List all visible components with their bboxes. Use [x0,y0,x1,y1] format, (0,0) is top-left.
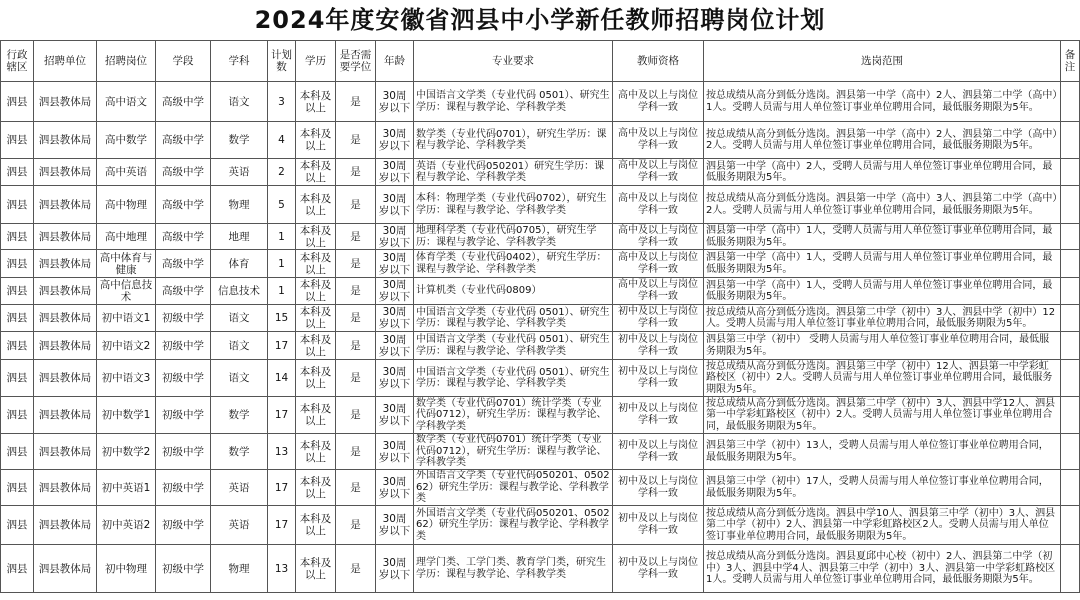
region-cell: 泗县 [1,122,34,159]
post-cell: 初中英语1 [97,470,156,506]
region-cell: 泗县 [1,434,34,470]
stage-cell: 高级中学 [156,250,211,278]
unit-cell: 泗县教体局 [34,360,97,397]
age-cell: 30周岁以下 [376,82,414,122]
unit-cell: 泗县教体局 [34,250,97,278]
unit-cell: 泗县教体局 [34,122,97,159]
post-cell: 高中信息技术 [97,278,156,305]
count-cell: 4 [268,122,296,159]
note-cell [1061,186,1080,224]
table-row [1,434,1080,470]
note-cell [1061,506,1080,545]
major-cell: 理学门类、工学门类、教育学门类，研究生学历：课程与教学论、学科教学类 [414,545,613,593]
note-cell [1061,278,1080,305]
subject-cell: 语文 [211,305,268,332]
region-cell: 泗县 [1,545,34,593]
stage-cell: 初级中学 [156,332,211,360]
count-cell: 14 [268,360,296,397]
scope-cell: 按总成绩从高分到低分选岗。泗县第一中学（高中）3人、泗县第二中学（高中）2人。受聘人员需与用人单位签订事业单位聘用合同，最低服务期限为5年。 [704,186,1061,224]
scope-cell: 按总成绩从高分到低分选岗。泗县夏邱中心校（初中）2人、泗县第二中学（初中）3人、泗县中学4人、泗县第三中学（初中）3人、泗县第一中学彩虹路校区1人。受聘人员需与用人单位签订事业单位聘用合同，最低服务期限为5年。 [704,545,1061,593]
header-cell: 备注 [1061,41,1080,82]
subject-cell: 物理 [211,186,268,224]
unit-cell: 泗县教体局 [34,82,97,122]
age-cell: 30周岁以下 [376,545,414,593]
post-cell: 初中语文3 [97,360,156,397]
table-row [1,159,1080,186]
degree-cell: 是 [336,82,376,122]
education-cell: 本科及以上 [296,332,336,360]
table-row [1,506,1080,545]
education-cell: 本科及以上 [296,122,336,159]
age-cell: 30周岁以下 [376,360,414,397]
note-cell [1061,332,1080,360]
header-cell: 行政辖区 [1,41,34,82]
count-cell: 1 [268,278,296,305]
note-cell [1061,360,1080,397]
education-cell: 本科及以上 [296,397,336,434]
degree-cell: 是 [336,305,376,332]
scope-cell: 按总成绩从高分到低分选岗。泗县第一中学（高中）2人、泗县第二中学（高中）2人。受聘人员需与用人单位签订事业单位聘用合同，最低服务期限为5年。 [704,122,1061,159]
qualification-cell: 高中及以上与岗位学科一致 [613,250,704,278]
subject-cell: 体育 [211,250,268,278]
post-cell: 高中物理 [97,186,156,224]
note-cell [1061,82,1080,122]
header-cell: 学段 [156,41,211,82]
major-cell: 外国语言文学类（专业代码050201、050262）研究生学历：课程与教学论、学科教学类 [414,506,613,545]
education-cell: 本科及以上 [296,305,336,332]
scope-cell: 按总成绩从高分到低分选岗。泗县第二中学（初中）3人、泗县中学12人、泗县第一中学彩虹路校区（初中）2人。受聘人员需与用人单位签订事业单位聘用合同，最低服务期限为5年。 [704,397,1061,434]
degree-cell: 是 [336,397,376,434]
header-cell: 年龄 [376,41,414,82]
unit-cell: 泗县教体局 [34,470,97,506]
unit-cell: 泗县教体局 [34,434,97,470]
age-cell: 30周岁以下 [376,434,414,470]
qualification-cell: 初中及以上与岗位学科一致 [613,305,704,332]
count-cell: 17 [268,506,296,545]
major-cell: 数学类（专业代码0701）统计学类（专业代码0712），研究生学历：课程与教学论、学科教学类 [414,397,613,434]
header-cell: 招聘岗位 [97,41,156,82]
age-cell: 30周岁以下 [376,305,414,332]
note-cell [1061,397,1080,434]
count-cell: 17 [268,470,296,506]
post-cell: 初中英语2 [97,506,156,545]
post-cell: 高中地理 [97,224,156,250]
degree-cell: 是 [336,159,376,186]
major-cell: 体育学类（专业代码0402），研究生学历：课程与教学论、学科教学类 [414,250,613,278]
subject-cell: 语文 [211,332,268,360]
scope-cell: 按总成绩从高分到低分选岗。泗县第二中学（初中）3人、泗县中学（初中）12人。受聘人员需与用人单位签订事业单位聘用合同，最低服务期限为5年。 [704,305,1061,332]
stage-cell: 初级中学 [156,434,211,470]
region-cell: 泗县 [1,186,34,224]
unit-cell: 泗县教体局 [34,397,97,434]
degree-cell: 是 [336,332,376,360]
count-cell: 13 [268,545,296,593]
age-cell: 30周岁以下 [376,332,414,360]
education-cell: 本科及以上 [296,224,336,250]
table-row [1,360,1080,397]
header-cell: 专业要求 [414,41,613,82]
degree-cell: 是 [336,186,376,224]
scope-cell: 泗县第一中学（高中）1人，受聘人员需与用人单位签订事业单位聘用合同，最低服务期限为5年。 [704,250,1061,278]
age-cell: 30周岁以下 [376,224,414,250]
scope-cell: 泗县第三中学（初中） 受聘人员需与用人单位签订事业单位聘用合同，最低服务期限为5年。 [704,332,1061,360]
major-cell: 地理科学类（专业代码0705），研究生学历：课程与教学论、学科教学类 [414,224,613,250]
table-row [1,82,1080,122]
count-cell: 17 [268,332,296,360]
unit-cell: 泗县教体局 [34,186,97,224]
qualification-cell: 初中及以上与岗位学科一致 [613,332,704,360]
stage-cell: 高级中学 [156,159,211,186]
degree-cell: 是 [336,122,376,159]
post-cell: 初中物理 [97,545,156,593]
table-body [1,82,1080,593]
note-cell [1061,159,1080,186]
age-cell: 30周岁以下 [376,470,414,506]
qualification-cell: 高中及以上与岗位学科一致 [613,122,704,159]
stage-cell: 高级中学 [156,122,211,159]
qualification-cell: 高中及以上与岗位学科一致 [613,159,704,186]
region-cell: 泗县 [1,305,34,332]
degree-cell: 是 [336,360,376,397]
region-cell: 泗县 [1,82,34,122]
post-cell: 初中语文2 [97,332,156,360]
age-cell: 30周岁以下 [376,397,414,434]
table-row [1,470,1080,506]
major-cell: 计算机类（专业代码0809） [414,278,613,305]
region-cell: 泗县 [1,332,34,360]
qualification-cell: 初中及以上与岗位学科一致 [613,434,704,470]
count-cell: 3 [268,82,296,122]
degree-cell: 是 [336,250,376,278]
table-row [1,250,1080,278]
header-row [1,41,1080,82]
stage-cell: 初级中学 [156,305,211,332]
subject-cell: 英语 [211,506,268,545]
recruitment-table [0,40,1080,593]
header-cell: 学历 [296,41,336,82]
scope-cell: 泗县第三中学（初中）13人，受聘人员需与用人单位签订事业单位聘用合同，最低服务期限为5年。 [704,434,1061,470]
count-cell: 2 [268,159,296,186]
table-row [1,305,1080,332]
degree-cell: 是 [336,470,376,506]
education-cell: 本科及以上 [296,434,336,470]
post-cell: 高中体育与健康 [97,250,156,278]
major-cell: 数学类（专业代码0701），研究生学历：课程与教学论、学科教学类 [414,122,613,159]
age-cell: 30周岁以下 [376,506,414,545]
subject-cell: 数学 [211,397,268,434]
scope-cell: 泗县第一中学（高中）2人，受聘人员需与用人单位签订事业单位聘用合同，最低服务期限为5年。 [704,159,1061,186]
region-cell: 泗县 [1,278,34,305]
subject-cell: 语文 [211,82,268,122]
table-row [1,122,1080,159]
unit-cell: 泗县教体局 [34,159,97,186]
note-cell [1061,545,1080,593]
post-cell: 高中英语 [97,159,156,186]
major-cell: 数学类（专业代码0701）统计学类（专业代码0712），研究生学历：课程与教学论、学科教学类 [414,434,613,470]
post-cell: 初中数学1 [97,397,156,434]
qualification-cell: 高中及以上与岗位学科一致 [613,186,704,224]
note-cell [1061,305,1080,332]
unit-cell: 泗县教体局 [34,278,97,305]
header-cell: 选岗范围 [704,41,1061,82]
post-cell: 高中数学 [97,122,156,159]
qualification-cell: 高中及以上与岗位学科一致 [613,278,704,305]
unit-cell: 泗县教体局 [34,224,97,250]
major-cell: 中国语言文学类（专业代码 0501）、研究生学历：课程与教学论、学科教学类 [414,82,613,122]
stage-cell: 高级中学 [156,186,211,224]
scope-cell: 泗县第一中学（高中）1人，受聘人员需与用人单位签订事业单位聘用合同，最低服务期限为5年。 [704,278,1061,305]
age-cell: 30周岁以下 [376,250,414,278]
header-cell: 招聘单位 [34,41,97,82]
major-cell: 英语（专业代码050201）研究生学历：课程与教学论、学科教学类 [414,159,613,186]
education-cell: 本科及以上 [296,186,336,224]
post-cell: 初中数学2 [97,434,156,470]
qualification-cell: 初中及以上与岗位学科一致 [613,470,704,506]
count-cell: 1 [268,250,296,278]
qualification-cell: 初中及以上与岗位学科一致 [613,506,704,545]
education-cell: 本科及以上 [296,82,336,122]
subject-cell: 地理 [211,224,268,250]
qualification-cell: 初中及以上与岗位学科一致 [613,545,704,593]
scope-cell: 按总成绩从高分到低分选岗。泗县第一中学（高中）2人、泗县第二中学（高中）1人。受聘人员需与用人单位签订事业单位聘用合同，最低服务期限为5年。 [704,82,1061,122]
stage-cell: 高级中学 [156,224,211,250]
region-cell: 泗县 [1,470,34,506]
subject-cell: 信息技术 [211,278,268,305]
stage-cell: 高级中学 [156,82,211,122]
note-cell [1061,224,1080,250]
education-cell: 本科及以上 [296,278,336,305]
post-cell: 高中语文 [97,82,156,122]
stage-cell: 初级中学 [156,397,211,434]
stage-cell: 高级中学 [156,278,211,305]
age-cell: 30周岁以下 [376,186,414,224]
header-cell: 教师资格 [613,41,704,82]
major-cell: 中国语言文学类（专业代码 0501）、研究生学历：课程与教学论、学科教学类 [414,305,613,332]
stage-cell: 初级中学 [156,545,211,593]
region-cell: 泗县 [1,360,34,397]
qualification-cell: 初中及以上与岗位学科一致 [613,360,704,397]
unit-cell: 泗县教体局 [34,305,97,332]
education-cell: 本科及以上 [296,545,336,593]
region-cell: 泗县 [1,224,34,250]
header-cell: 计划数 [268,41,296,82]
count-cell: 1 [268,224,296,250]
qualification-cell: 高中及以上与岗位学科一致 [613,224,704,250]
count-cell: 13 [268,434,296,470]
subject-cell: 数学 [211,122,268,159]
page-title: 2024年度安徽省泗县中小学新任教师招聘岗位计划 [254,6,826,34]
header-cell: 学科 [211,41,268,82]
note-cell [1061,250,1080,278]
count-cell: 17 [268,397,296,434]
post-cell: 初中语文1 [97,305,156,332]
note-cell [1061,470,1080,506]
degree-cell: 是 [336,545,376,593]
degree-cell: 是 [336,278,376,305]
degree-cell: 是 [336,434,376,470]
subject-cell: 英语 [211,159,268,186]
qualification-cell: 高中及以上与岗位学科一致 [613,82,704,122]
major-cell: 本科：物理学类（专业代码0702），研究生学历：课程与教学论、学科教学类 [414,186,613,224]
major-cell: 中国语言文学类（专业代码 0501）、研究生学历：课程与教学论、学科教学类 [414,332,613,360]
stage-cell: 初级中学 [156,506,211,545]
education-cell: 本科及以上 [296,506,336,545]
degree-cell: 是 [336,506,376,545]
unit-cell: 泗县教体局 [34,332,97,360]
major-cell: 外国语言文学类（专业代码050201、050262）研究生学历：课程与教学论、学科教学类 [414,470,613,506]
education-cell: 本科及以上 [296,470,336,506]
note-cell [1061,122,1080,159]
table-row [1,278,1080,305]
education-cell: 本科及以上 [296,159,336,186]
subject-cell: 语文 [211,360,268,397]
table-row [1,545,1080,593]
count-cell: 15 [268,305,296,332]
table-row [1,397,1080,434]
scope-cell: 按总成绩从高分到低分选岗。泗县中学10人、泗县第三中学（初中）3人、泗县第二中学（初中）2人、泗县第一中学彩虹路校区2人。受聘人员需与用人单位签订事业单位聘用合同，最低服务期限为5年。 [704,506,1061,545]
education-cell: 本科及以上 [296,360,336,397]
scope-cell: 泗县第三中学（初中）17人，受聘人员需与用人单位签订事业单位聘用合同，最低服务期限为5年。 [704,470,1061,506]
region-cell: 泗县 [1,250,34,278]
table-row [1,224,1080,250]
major-cell: 中国语言文学类（专业代码 0501）、研究生学历：课程与教学论、学科教学类 [414,360,613,397]
qualification-cell: 初中及以上与岗位学科一致 [613,397,704,434]
region-cell: 泗县 [1,506,34,545]
unit-cell: 泗县教体局 [34,545,97,593]
note-cell [1061,434,1080,470]
age-cell: 30周岁以下 [376,278,414,305]
scope-cell: 按总成绩从高分到低分选岗。泗县第三中学（初中）12人、泗县第一中学彩虹路校区（初中）2人。受聘人员需与用人单位签订事业单位聘用合同，最低服务期限为5年。 [704,360,1061,397]
education-cell: 本科及以上 [296,250,336,278]
region-cell: 泗县 [1,159,34,186]
subject-cell: 英语 [211,470,268,506]
header-cell: 是否需要学位 [336,41,376,82]
subject-cell: 物理 [211,545,268,593]
degree-cell: 是 [336,224,376,250]
table-row [1,186,1080,224]
region-cell: 泗县 [1,397,34,434]
unit-cell: 泗县教体局 [34,506,97,545]
age-cell: 30周岁以下 [376,122,414,159]
count-cell: 5 [268,186,296,224]
subject-cell: 数学 [211,434,268,470]
age-cell: 30周岁以下 [376,159,414,186]
scope-cell: 泗县第一中学（高中）1人，受聘人员需与用人单位签订事业单位聘用合同，最低服务期限为5年。 [704,224,1061,250]
stage-cell: 初级中学 [156,360,211,397]
stage-cell: 初级中学 [156,470,211,506]
table-row [1,332,1080,360]
